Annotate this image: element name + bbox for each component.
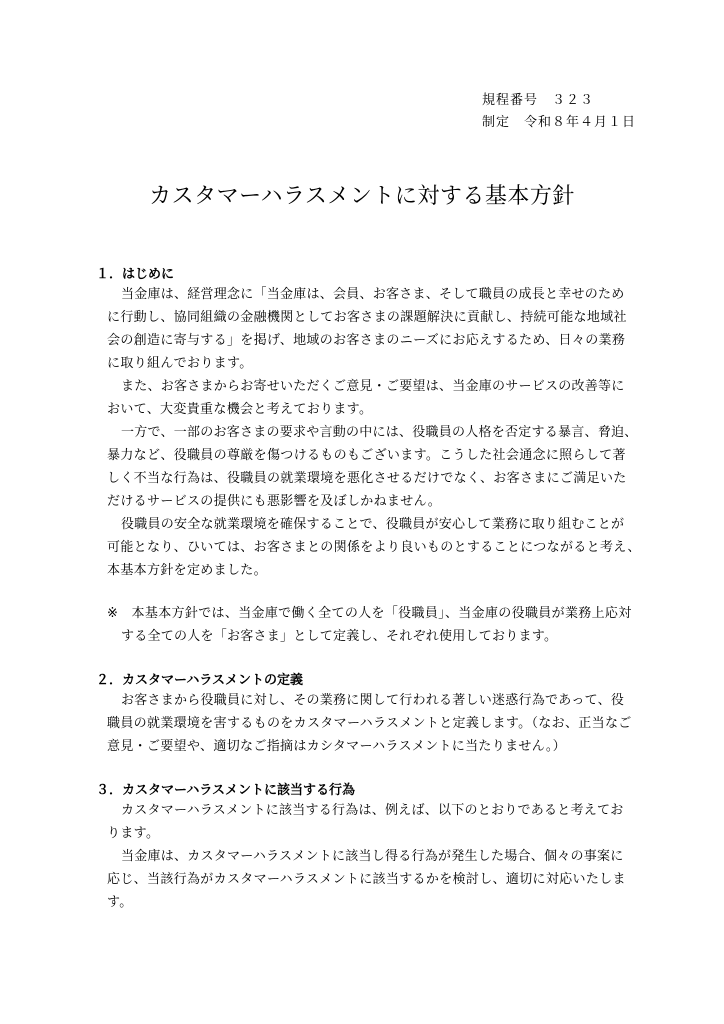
paragraph-line: 会の創造に寄与する」を掲げ、地域のお客さまのニーズにお応えするため、日々の業務 [107,333,626,348]
note-line: ※ 本基本方針では、当金庫で働く全ての人を「役職員」、当金庫の役職員が業務上応対 [107,606,632,621]
paragraph-line: また、お客さまからお寄せいただくご意見・ご要望は、当金庫のサービスの改善等に [121,379,625,394]
paragraph-line: 意見・ご要望や、適切なご指摘はカシタマーハラスメントに当たりません。） [107,739,567,754]
paragraph-line: 可能となり、ひいては、お客さまとの関係をより良いものとすることにつながると考え、 [107,540,641,555]
paragraph-line: に取り組んでおります。 [107,356,253,371]
paragraph-line: 当金庫は、カスタマーハラスメントに該当し得る行為が発生した場合、個々の事案に [121,849,624,864]
paragraph-line: 本基本方針を定めました。 [107,563,267,578]
paragraph-line: おいて、大変貴重な機会と考えております。 [107,402,373,417]
enactment-date: 制定 令和８年４月１日 [482,115,637,130]
paragraph-line: カスタマーハラスメントに該当する行為は、例えば、以下のとおりであると考えてお [121,803,624,818]
paragraph-line: に行動し、協同組織の金融機関としてお客さまの課題解決に貢献し、持続可能な地域社 [107,310,627,325]
paragraph-line: 一方で、一部のお客さまの要求や言動の中には、役職員の人格を否定する暴言、脅迫、 [121,425,638,440]
paragraph-line: す。 [107,895,133,910]
paragraph-line: お客さまから役職員に対し、その業務に関して行われる著しい迷惑行為であって、役 [121,693,625,708]
page-title: カスタマーハラスメントに対する基本方針 [149,184,575,209]
paragraph-line: しく不当な行為は、役職員の就業環境を悪化させるだけでなく、お客さまにご満足いた [107,471,627,486]
paragraph-line: 暴力など、役職員の尊厳を傷つけるものもございます。こうした社会通念に照らして著 [107,448,626,463]
paragraph-line: 役職員の安全な就業環境を確保することで、役職員が安心して業務に取り組むことが [121,517,625,532]
section-heading: ２．カスタマーハラスメントの定義 [96,673,303,688]
paragraph-line: 職員の就業環境を害するものをカスタマーハラスメントと定義します。（なお、正当なご [107,716,632,731]
paragraph-line: 当金庫は、経営理念に「当金庫は、会員、お客さま、そして職員の成長と幸せのため [121,287,625,302]
paragraph-line: 応じ、当該行為がカスタマーハラスメントに該当するかを検討し、適切に対応いたしま [107,872,626,887]
section-heading: １．はじめに [96,267,175,282]
paragraph-line: だけるサービスの提供にも悪影響を及ぼしかねません。 [107,494,442,509]
rule-number: 規程番号 ３２３ [482,93,595,108]
note-line: する全ての人を「お客さま」として定義し、それぞれ使用しております。 [121,629,558,644]
section-heading: ３．カスタマーハラスメントに該当する行為 [96,783,355,798]
paragraph-line: ります。 [107,826,160,841]
